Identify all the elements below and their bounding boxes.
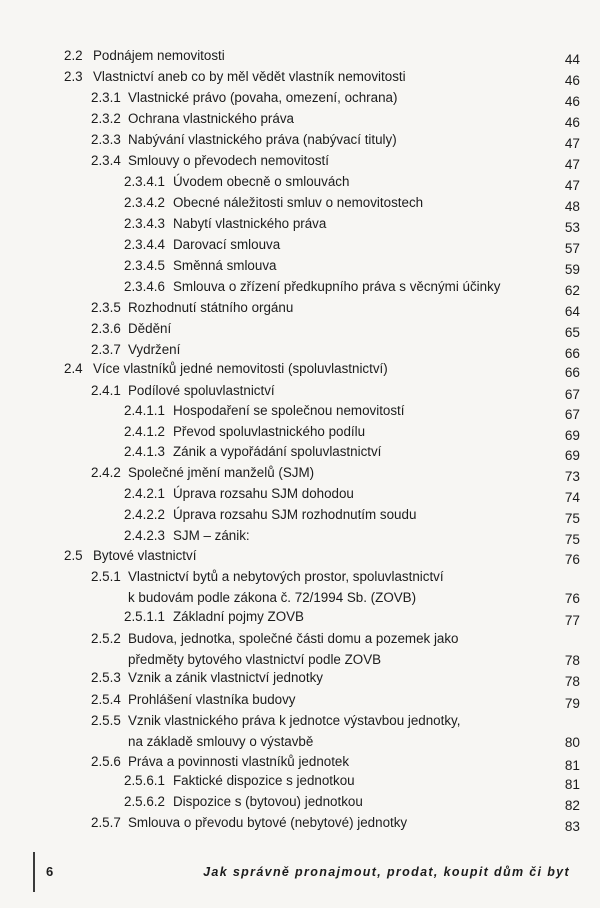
- toc-entry-title-wrap: [173, 424, 365, 440]
- toc-entry: [0, 713, 600, 755]
- toc-section-number: 2.5: [64, 548, 83, 563]
- toc-entry-title-wrap: [173, 528, 250, 544]
- toc-entry: [0, 528, 600, 550]
- toc-entry: [0, 321, 600, 343]
- toc-entry: [0, 548, 600, 570]
- toc-entry-title: Dědění: [128, 321, 172, 336]
- toc-section-number: 2.4.1.2: [124, 424, 165, 439]
- toc-entry: [0, 424, 600, 446]
- toc-entry: [0, 237, 600, 259]
- toc-section-number: 2.5.6.1: [124, 773, 165, 788]
- toc-entry-title: Vznik a zánik vlastnictví jednotky: [128, 670, 323, 685]
- toc-page-number: 59: [564, 262, 580, 277]
- toc-entry-title-wrap: [173, 507, 416, 523]
- toc-entry-title: SJM – zánik:: [173, 528, 250, 543]
- toc-section-number: 2.2: [64, 48, 83, 63]
- toc-entry-title-wrap: [128, 815, 407, 831]
- toc-entry: [0, 794, 600, 816]
- toc-page-number: 78: [564, 653, 580, 668]
- toc-page-number: 76: [564, 552, 580, 567]
- toc-section-number: 2.5.3: [91, 670, 121, 685]
- toc-entry: [0, 132, 600, 154]
- toc-entry-title-wrap: [173, 216, 326, 232]
- toc-section-number: 2.3.4.6: [124, 279, 165, 294]
- toc-entry-title: Úprava rozsahu SJM dohodou: [173, 486, 354, 501]
- toc-section-number: 2.4.2: [91, 465, 121, 480]
- toc-page-number: 69: [564, 428, 580, 443]
- toc-entry-title: Společné jmění manželů (SJM): [128, 465, 315, 480]
- toc-entry-title: Vlastnictví aneb co by měl vědět vlastník nemovitosti: [93, 69, 406, 84]
- toc-section-number: 2.5.7: [91, 815, 121, 830]
- toc-page-number: 83: [564, 819, 580, 834]
- toc-section-number: 2.3.5: [91, 300, 121, 315]
- toc-entry-title-wrap: [128, 569, 444, 606]
- toc-entry-title: Rozhodnutí státního orgánu: [128, 300, 294, 315]
- toc-entry-title: Hospodaření se společnou nemovitostí: [173, 403, 405, 418]
- toc-section-number: 2.3.3: [91, 132, 121, 147]
- toc-section-number: 2.3.6: [91, 321, 121, 336]
- toc-page-number: 62: [564, 283, 580, 298]
- toc-entry-title-wrap: [173, 279, 500, 295]
- toc-page-number: 74: [564, 490, 580, 505]
- toc-page-number: 48: [564, 199, 580, 214]
- toc-page-number: 47: [564, 136, 580, 151]
- toc-page-number: 81: [564, 777, 580, 792]
- toc-section-number: 2.5.6.2: [124, 794, 165, 809]
- toc-entry-title-wrap: [128, 670, 323, 686]
- toc-entry: [0, 258, 600, 280]
- toc-entry-title-wrap: [128, 132, 397, 148]
- toc-section-number: 2.5.5: [91, 713, 121, 728]
- toc-section-number: 2.5.4: [91, 692, 121, 707]
- toc-entry-title: Podílové spoluvlastnictví: [128, 383, 275, 398]
- toc-entry-title: Faktické dispozice s jednotkou: [173, 773, 355, 788]
- toc-entry-title-wrap: [128, 465, 314, 481]
- toc-page-number: 67: [564, 387, 580, 402]
- toc-page-number: 47: [564, 178, 580, 193]
- toc-entry: [0, 569, 600, 611]
- toc-page-number: 66: [564, 365, 580, 380]
- toc-entry-title-wrap: [173, 237, 280, 253]
- toc-entry-title: Více vlastníků jedné nemovitosti (spoluvlastnictví): [93, 361, 388, 376]
- toc-section-number: 2.4: [64, 361, 83, 376]
- toc-entry-title: Převod spoluvlastnického podílu: [173, 424, 366, 439]
- footer-book-title: Jak správně pronajmout, prodat, koupit dům či byt: [203, 865, 570, 879]
- toc-entry: [0, 90, 600, 112]
- toc-entry-title-wrap: [173, 403, 405, 419]
- toc-page-number: 64: [564, 304, 580, 319]
- toc-entry-title-wrap: [128, 321, 171, 337]
- toc-entry-title: Základní pojmy ZOVB: [173, 609, 304, 624]
- toc-page-number: 81: [564, 758, 580, 773]
- toc-page-number: 65: [564, 325, 580, 340]
- footer-divider: [33, 852, 35, 892]
- toc-entry-title-continued: k budovám podle zákona č. 72/1994 Sb. (ZOVB): [128, 590, 417, 605]
- toc-entry-title: Úprava rozsahu SJM rozhodnutím soudu: [173, 507, 417, 522]
- toc-page-number: 80: [564, 735, 580, 750]
- toc-entry-title: Dispozice s (bytovou) jednotkou: [173, 794, 363, 809]
- toc-page-number: 79: [564, 696, 580, 711]
- toc-entry: [0, 69, 600, 91]
- toc-section-number: 2.4.1.1: [124, 403, 165, 418]
- toc-entry-title: Podnájem nemovitosti: [93, 48, 225, 63]
- toc-page-number: 76: [564, 591, 580, 606]
- toc-section-number: 2.3.4.1: [124, 174, 165, 189]
- toc-entry-title: Práva a povinnosti vlastníků jednotek: [128, 754, 350, 769]
- toc-entry: [0, 383, 600, 405]
- toc-entry-title: Zánik a vypořádání spoluvlastnictví: [173, 444, 382, 459]
- toc-entry: [0, 465, 600, 487]
- toc-page-number: 69: [564, 448, 580, 463]
- toc-entry: [0, 361, 600, 383]
- toc-section-number: 2.5.1: [91, 569, 121, 584]
- toc-entry: [0, 692, 600, 714]
- toc-entry-title: Vznik vlastnického práva k jednotce výstavbou jednotky,: [128, 713, 461, 728]
- toc-entry: [0, 773, 600, 795]
- toc-entry-title-wrap: [128, 300, 293, 316]
- toc-section-number: 2.4.2.3: [124, 528, 165, 543]
- toc-section-number: 2.5.1.1: [124, 609, 165, 624]
- toc-entry: [0, 48, 600, 70]
- toc-page-number: 53: [564, 220, 580, 235]
- toc-page-number: 78: [564, 674, 580, 689]
- toc-entry-title: Smlouva o převodu bytové (nebytové) jednotky: [128, 815, 408, 830]
- toc-entry: [0, 216, 600, 238]
- toc-entry: [0, 403, 600, 425]
- toc-section-number: 2.5.6: [91, 754, 121, 769]
- toc-page-number: 67: [564, 407, 580, 422]
- toc-entry-title-wrap: [128, 342, 180, 358]
- toc-page-number: 46: [564, 115, 580, 130]
- toc-page-number: 44: [564, 52, 580, 67]
- toc-entry-title-wrap: [173, 486, 354, 502]
- toc-entry-title-wrap: [128, 111, 294, 127]
- toc-section-number: 2.3.4.4: [124, 237, 165, 252]
- toc-entry-title: Nabytí vlastnického práva: [173, 216, 327, 231]
- toc-entry-title: Prohlášení vlastníka budovy: [128, 692, 296, 707]
- toc-entry-title-wrap: [128, 692, 295, 708]
- toc-section-number: 2.3.4: [91, 153, 121, 168]
- toc-entry-title: Smlouvy o převodech nemovitostí: [128, 153, 329, 168]
- toc-entry-title: Nabývání vlastnického práva (nabývací tituly): [128, 132, 397, 147]
- toc-entry-title: Budova, jednotka, společné části domu a pozemek jako: [128, 631, 459, 646]
- toc-entry-title-wrap: [173, 174, 349, 190]
- toc-entry-title-wrap: [173, 773, 355, 789]
- toc-entry-title: Vydržení: [128, 342, 181, 357]
- toc-entry-title: Úvodem obecně o smlouvách: [173, 174, 350, 189]
- toc-entry-title: Bytové vlastnictví: [93, 548, 197, 563]
- footer-page-number: 6: [46, 864, 54, 879]
- toc-page-number: 47: [564, 157, 580, 172]
- toc-section-number: 2.3.4.3: [124, 216, 165, 231]
- toc-page-number: 57: [564, 241, 580, 256]
- toc-section-number: 2.5.2: [91, 631, 121, 646]
- toc-page-number: 46: [564, 94, 580, 109]
- toc-entry: [0, 815, 600, 837]
- toc-entry: [0, 631, 600, 673]
- toc-page-number: 73: [564, 469, 580, 484]
- toc-entry: [0, 279, 600, 301]
- toc-section-number: 2.4.1.3: [124, 444, 165, 459]
- toc-entry: [0, 609, 600, 631]
- toc-entry-title: Ochrana vlastnického práva: [128, 111, 294, 126]
- toc-entry-title-wrap: [173, 195, 423, 211]
- toc-entry: [0, 300, 600, 322]
- toc-entry-title-wrap: [93, 48, 225, 64]
- toc-page-number: 77: [564, 613, 580, 628]
- toc-section-number: 2.3.4.5: [124, 258, 165, 273]
- toc-entry-title-wrap: [128, 90, 397, 106]
- toc-entry-title: Darovací smlouva: [173, 237, 281, 252]
- toc-entry-title-continued: na základě smlouvy o výstavbě: [128, 734, 314, 749]
- toc-entry-title: Vlastnictví bytů a nebytových prostor, spoluvlastnictví: [128, 569, 444, 584]
- toc-entry-title-wrap: [128, 754, 349, 770]
- toc-section-number: 2.3.7: [91, 342, 121, 357]
- toc-page-number: 66: [564, 346, 580, 361]
- toc-entry: [0, 507, 600, 529]
- toc-section-number: 2.4.2.2: [124, 507, 165, 522]
- toc-entry-title-wrap: [128, 713, 460, 750]
- toc-entry-title: Směnná smlouva: [173, 258, 277, 273]
- toc-entry-title-wrap: [173, 258, 276, 274]
- toc-entry: [0, 174, 600, 196]
- toc-section-number: 2.3: [64, 69, 83, 84]
- toc-section-number: 2.3.1: [91, 90, 121, 105]
- toc-entry: [0, 670, 600, 692]
- toc-section-number: 2.3.2: [91, 111, 121, 126]
- toc-entry-title: Smlouva o zřízení předkupního práva s věcnými účinky: [173, 279, 501, 294]
- toc-page-number: 75: [564, 532, 580, 547]
- toc-entry-title-wrap: [93, 69, 406, 85]
- toc-entry: [0, 111, 600, 133]
- toc-entry-title-wrap: [173, 444, 381, 460]
- toc-entry: [0, 195, 600, 217]
- toc-entry-title-continued: předměty bytového vlastnictví podle ZOVB: [128, 652, 382, 667]
- toc-entry: [0, 444, 600, 466]
- toc-page-number: 82: [564, 798, 580, 813]
- toc-entry-title: Vlastnické právo (povaha, omezení, ochrana): [128, 90, 398, 105]
- toc-page-number: 75: [564, 511, 580, 526]
- toc-entry-title-wrap: [128, 153, 329, 169]
- toc-page-number: 46: [564, 73, 580, 88]
- toc-entry-title-wrap: [173, 609, 304, 625]
- toc-entry: [0, 486, 600, 508]
- toc-entry: [0, 153, 600, 175]
- toc-entry-title-wrap: [93, 361, 388, 377]
- toc-section-number: 2.4.1: [91, 383, 121, 398]
- toc-entry-title-wrap: [128, 631, 459, 668]
- toc-entry-title-wrap: [93, 548, 196, 564]
- toc-entry-title-wrap: [128, 383, 275, 399]
- toc-entry-title-wrap: [173, 794, 363, 810]
- toc-entry-title: Obecné náležitosti smluv o nemovitostech: [173, 195, 424, 210]
- toc-section-number: 2.3.4.2: [124, 195, 165, 210]
- toc-section-number: 2.4.2.1: [124, 486, 165, 501]
